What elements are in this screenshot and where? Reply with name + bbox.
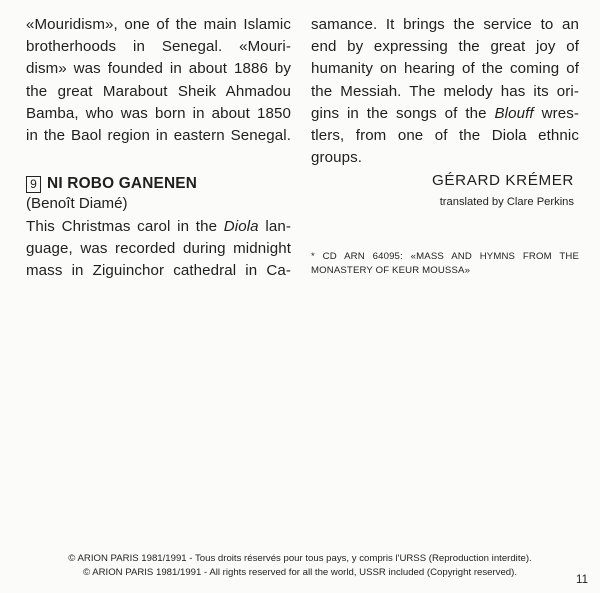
- copyright-french: © ARION PARIS 1981/1991 - Tous droits réservés pour tous pays, y compris l'URSS (Reproduction interdite).: [68, 553, 532, 564]
- text-line: brotherhoods in Senegal. «Mouri-: [26, 38, 291, 56]
- footnote: [311, 250, 579, 277]
- text-line: [311, 103, 579, 125]
- text-line: mass in Ziguinchor cathedral in Ca-: [26, 262, 291, 280]
- text-line: end by expressing the great joy of: [311, 38, 579, 56]
- footnote-line: MONASTERY OF KEUR MOUSSA»: [311, 264, 471, 276]
- author-name: GÉRARD KRÉMER: [432, 172, 574, 189]
- text-line: humanity on hearing of the coming of: [311, 60, 579, 78]
- italic-language-name: Diola: [223, 218, 259, 235]
- text-fragment: This Christmas carol in the: [26, 218, 224, 235]
- text-line: Bamba, who was born in about 1850: [26, 104, 291, 122]
- text-fragment: wres-: [533, 104, 579, 122]
- track-number-box: 9: [26, 176, 41, 193]
- footnote-line: * CD ARN 64095: «MASS AND HYMNS FROM THE: [311, 251, 579, 262]
- right-column-text: [311, 14, 579, 169]
- italic-term: Blouff: [494, 104, 534, 122]
- translator-credit: translated by Clare Perkins: [439, 196, 574, 208]
- text-line: guage, was recorded during midnight: [26, 240, 291, 258]
- page-number: 11: [576, 574, 588, 586]
- text-fragment: gins in the songs of the: [311, 104, 495, 122]
- text-line: tlers, from one of the Diola ethnic: [311, 127, 579, 145]
- text-line: groups.: [311, 149, 363, 167]
- track-description: [26, 216, 291, 283]
- track-heading: [26, 175, 291, 193]
- text-line: in the Baol region in eastern Senegal.: [26, 127, 291, 145]
- text-line: «Mouridism», one of the main Islamic: [26, 16, 291, 33]
- text-line: samance. It brings the service to an: [311, 16, 579, 33]
- text-fragment: lan-: [258, 218, 291, 235]
- text-line: dism» was founded in about 1886 by: [26, 60, 291, 78]
- copyright-english: © ARION PARIS 1981/1991 - All rights reserved for all the world, USSR included (Copyright reserved).: [83, 567, 517, 578]
- left-column-text: [26, 14, 291, 147]
- text-line: the Messiah. The melody has its ori-: [311, 82, 579, 100]
- text-line: [26, 216, 291, 238]
- track-title: NI ROBO GANENEN: [47, 175, 198, 192]
- text-line: the great Marabout Sheik Ahmadou: [26, 82, 291, 100]
- track-composer: (Benoît Diamé): [26, 195, 128, 212]
